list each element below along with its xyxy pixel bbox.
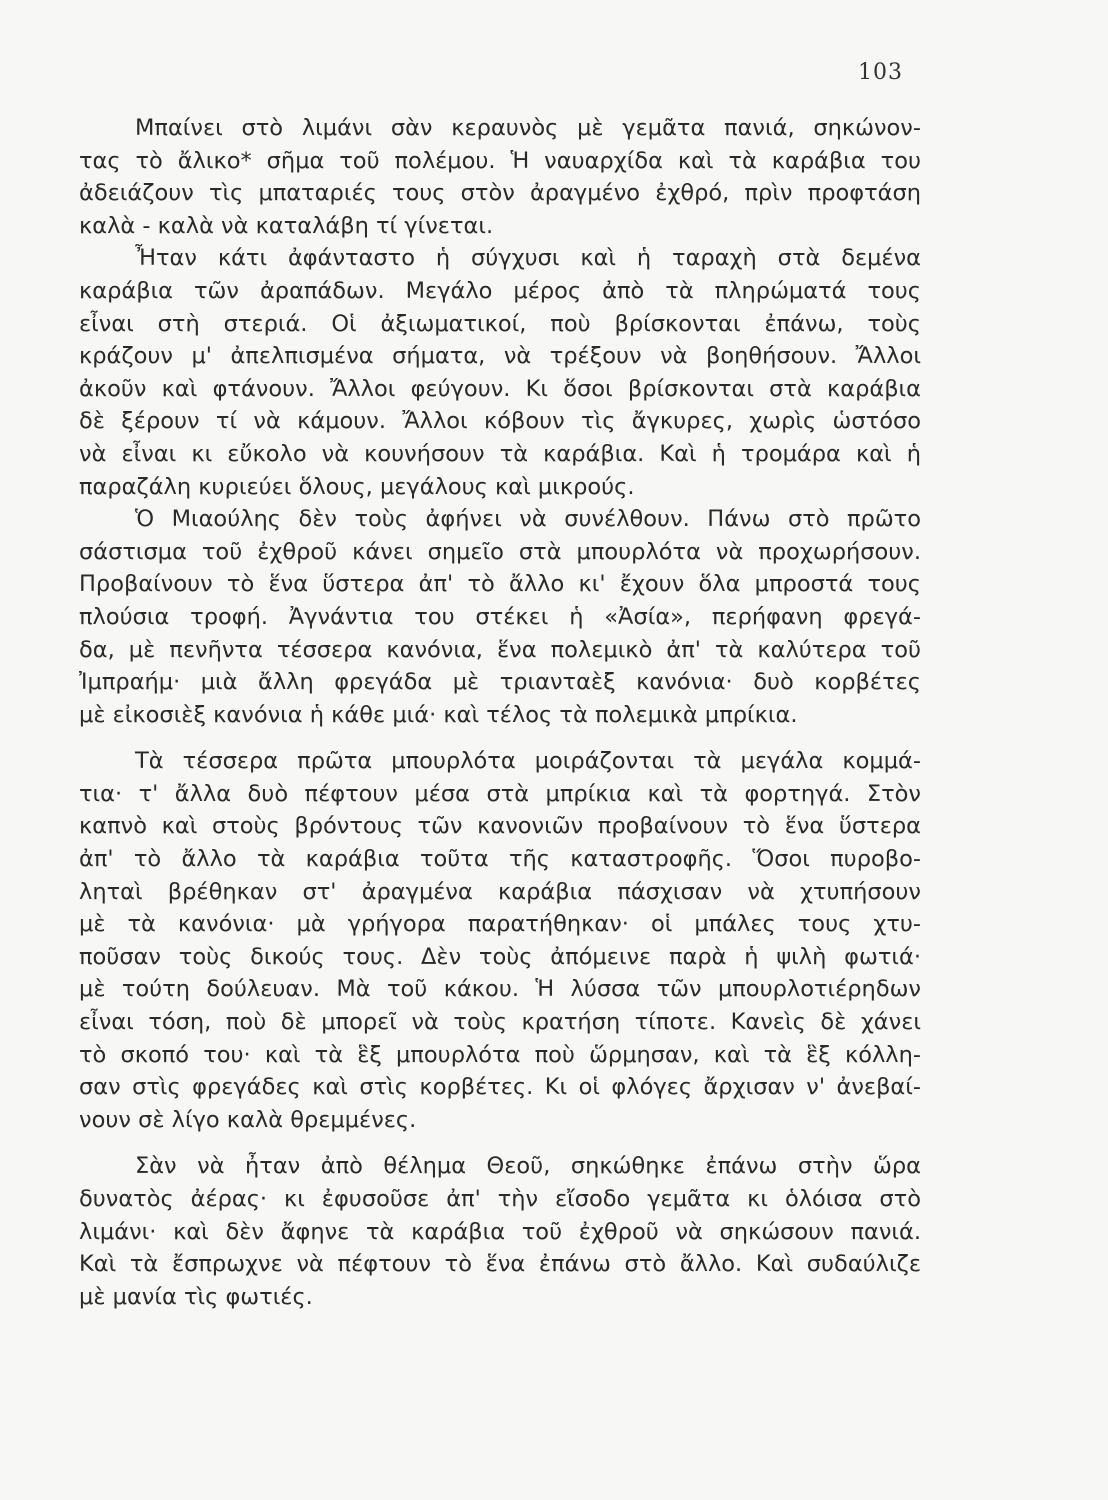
paragraph-5 — [79, 1150, 921, 1313]
text-line: δα, μὲ πενῆντα τέσσερα κανόνια, ἕνα πολεμικὸ ἀπ' τὰ καλύτερα τοῦ — [79, 636, 921, 663]
text-line: εἶναι τόση, ποὺ δὲ μπορεῖ νὰ τοὺς κρατήση τίποτε. Κανεὶς δὲ χάνει — [79, 1009, 921, 1036]
text-line: καλὰ - καλὰ νὰ καταλάβη τί γίνεται. — [79, 212, 494, 239]
text-line: νουν σὲ λίγο καλὰ θρεμμένες. — [79, 1106, 417, 1133]
text-line: νὰ εἶναι κι εὔκολο νὰ κουνήσουν τὰ καράβια. Καὶ ἡ τρομάρα καὶ ἡ — [79, 440, 921, 467]
text-line: εἶναι στὴ στεριά. Οἱ ἀξιωματικοί, ποὺ βρίσκονται ἐπάνω, τοὺς — [79, 310, 921, 337]
text-line: ἀδειάζουν τὶς μπαταριές τους στὸν ἀραγμένο ἐχθρό, πρὶν προφτάση — [79, 180, 921, 207]
text-line: παραζάλη κυριεύει ὅλους, μεγάλους καὶ μικρούς. — [79, 473, 635, 500]
text-line: σαν στὶς φρεγάδες καὶ στὶς κορβέτες. Κι οἱ φλόγες ἄρχισαν ν' ἀνεβαί- — [79, 1074, 921, 1101]
text-line: καπνὸ καὶ στοὺς βρόντους τῶν κανονιῶν προβαίνουν τὸ ἕνα ὕστερα — [79, 813, 921, 840]
text-line: δυνατὸς ἀέρας· κι ἐφυσοῦσε ἀπ' τὴν εἴσοδο γεμᾶτα κι ὁλόισα στὸ — [79, 1186, 921, 1212]
text-line: Σὰν νὰ ἦταν ἀπὸ θέλημα Θεοῦ, σηκώθηκε ἐπάνω στὴν ὥρα — [135, 1153, 921, 1180]
text-line: πλούσια τροφή. Ἀγνάντια του στέκει ἡ «Ἀσία», περήφανη φρεγά- — [79, 603, 921, 630]
text-line: Ὁ Μιαούλης δὲν τοὺς ἀφήνει νὰ συνέλθουν. Πάνω στὸ πρῶτο — [135, 506, 921, 533]
text-line: μὲ μανία τὶς φωτιές. — [79, 1283, 313, 1310]
text-line: κράζουν μ' ἀπελπισμένα σήματα, νὰ τρέξουν νὰ βοηθήσουν. Ἄλλοι — [79, 343, 921, 370]
paragraph-4 — [79, 745, 921, 1136]
text-line: μὲ τούτη δούλευαν. Μὰ τοῦ κάκου. Ἡ λύσσα τῶν μπουρλοτιέρηδων — [79, 976, 921, 1003]
text-line: ληταὶ βρέθηκαν στ' ἀραγμένα καράβια πάσχισαν νὰ χτυπήσουν — [79, 878, 921, 905]
paragraph-2 — [79, 242, 921, 503]
text-line: Ἦταν κάτι ἀφάνταστο ἡ σύγχυσι καὶ ἡ ταραχὴ στὰ δεμένα — [135, 245, 921, 272]
text-line: ἀκοῦν καὶ φτάνουν. Ἄλλοι φεύγουν. Κι ὅσοι βρίσκονται στὰ καράβια — [79, 375, 921, 402]
text-line: Προβαίνουν τὸ ἕνα ὕστερα ἀπ' τὸ ἄλλο κι' ἔχουν ὅλα μπροστά τους — [79, 571, 921, 598]
paragraph-3 — [79, 503, 921, 731]
text-line: τια· τ' ἄλλα δυὸ πέφτουν μέσα στὰ μπρίκια καὶ τὰ φορτηγά. Στὸν — [79, 780, 921, 807]
page-number: 103 — [858, 60, 903, 85]
text-line: ποῦσαν τοὺς δικούς τους. Δὲν τοὺς ἀπόμεινε παρὰ ἡ ψιλὴ φωτιά· — [79, 943, 921, 970]
text-line: Μπαίνει στὸ λιμάνι σὰν κεραυνὸς μὲ γεμᾶτα πανιά, σηκώνον- — [135, 115, 921, 141]
text-line: τὸ σκοπό του· καὶ τὰ ἓξ μπουρλότα ποὺ ὥρμησαν, καὶ τὰ ἓξ κόλλη- — [79, 1041, 921, 1068]
text-line: ἀπ' τὸ ἄλλο τὰ καράβια τοῦτα τῆς καταστροφῆς. Ὅσοι πυροβο- — [79, 846, 921, 873]
text-line: τας τὸ ἄλικο* σῆμα τοῦ πολέμου. Ἡ ναυαρχίδα καὶ τὰ καράβια του — [79, 147, 921, 174]
text-line: δὲ ξέρουν τί νὰ κάμουν. Ἄλλοι κόβουν τὶς ἄγκυρες, χωρὶς ὡστόσο — [79, 408, 921, 435]
text-line: Ἰμπραήμ· μιὰ ἄλλη φρεγάδα μὲ τριανταὲξ κανόνια· δυὸ κορβέτες — [79, 669, 921, 696]
text-line: Τὰ τέσσερα πρῶτα μπουρλότα μοιράζονται τὰ μεγάλα κομμά- — [135, 748, 921, 775]
text-line: καράβια τῶν ἀραπάδων. Μεγάλο μέρος ἀπὸ τὰ πληρώματά τους — [79, 277, 921, 304]
text-line: μὲ εἰκοσιὲξ κανόνια ἡ κάθε μιά· καὶ τέλος τὰ πολεμικὰ μπρίκια. — [79, 701, 798, 728]
text-line: Καὶ τὰ ἔσπρωχνε νὰ πέφτουν τὸ ἕνα ἐπάνω στὸ ἄλλο. Καὶ συδαύλιζε — [79, 1251, 921, 1278]
paragraph-1 — [79, 112, 921, 242]
body-text — [79, 112, 921, 1313]
text-line: μὲ τὰ κανόνια· μὰ γρήγορα παρατήθηκαν· οἱ μπάλες τους χτυ- — [79, 911, 921, 938]
text-line: λιμάνι· καὶ δὲν ἄφηνε τὰ καράβια τοῦ ἐχθροῦ νὰ σηκώσουν πανιά. — [79, 1218, 921, 1245]
text-line: σάστισμα τοῦ ἐχθροῦ κάνει σημεῖο στὰ μπουρλότα νὰ προχωρήσουν. — [79, 538, 921, 565]
